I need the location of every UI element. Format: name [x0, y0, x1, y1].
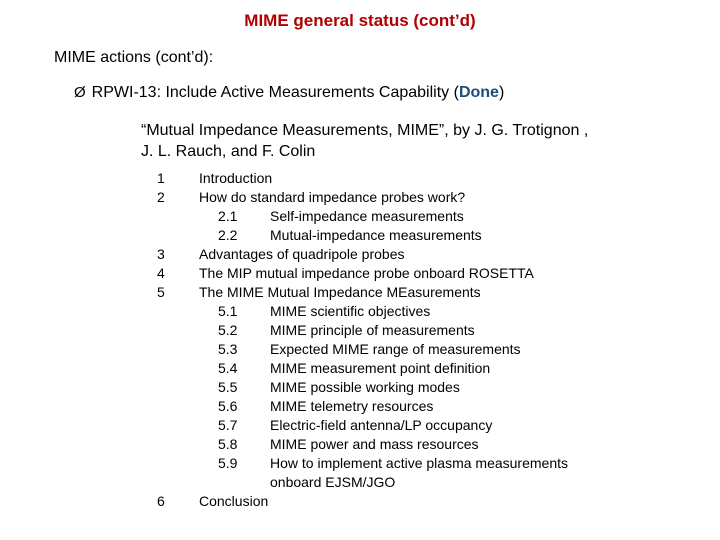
toc-subnumber: 5.1 — [218, 303, 238, 319]
document-title-line-1: “Mutual Impedance Measurements, MIME”, by J. G. Trotignon , — [141, 122, 589, 139]
toc-subitem-title: Mutual-impedance measurements — [270, 227, 482, 243]
toc-subnumber: 5.5 — [218, 379, 238, 395]
toc-number: 4 — [157, 265, 165, 281]
toc-subnumber: 2.1 — [218, 208, 238, 224]
toc-number: 6 — [157, 493, 165, 509]
toc-item-title: Introduction — [199, 170, 273, 186]
arrow-bullet-icon: Ø — [74, 84, 86, 101]
toc-number: 3 — [157, 246, 165, 262]
toc-subitem-title-continued: onboard EJSM/JGO — [270, 474, 396, 490]
toc-subnumber: 5.9 — [218, 455, 238, 471]
document-title — [141, 120, 588, 162]
toc-item-title: The MIP mutual impedance probe onboard ROSETTA — [199, 265, 534, 281]
toc-subitem-title: MIME principle of measurements — [270, 322, 475, 338]
toc-subnumber: 5.6 — [218, 398, 238, 414]
toc-item-title: The MIME Mutual Impedance MEasurements — [199, 284, 481, 300]
toc-subnumber: 2.2 — [218, 227, 238, 243]
toc-subnumber: 5.8 — [218, 436, 238, 452]
toc-subitem-title: MIME possible working modes — [270, 379, 460, 395]
toc-subitem-title: MIME scientific objectives — [270, 303, 431, 319]
action-text: RPWI-13: Include Active Measurements Capability ( — [91, 84, 459, 101]
toc-subnumber: 5.3 — [218, 341, 238, 357]
toc-subitem-title: Self-impedance measurements — [270, 208, 464, 224]
toc-subnumber: 5.2 — [218, 322, 238, 338]
toc-subnumber: 5.7 — [218, 417, 238, 433]
toc-number: 5 — [157, 284, 165, 300]
toc-subitem-title: Expected MIME range of measurements — [270, 341, 521, 357]
toc-item-title: Advantages of quadripole probes — [199, 246, 405, 262]
status-done: Done — [458, 84, 499, 101]
section-heading: MIME actions (cont’d): — [54, 49, 214, 66]
toc-subitem-title: MIME measurement point definition — [270, 360, 491, 376]
document-title-line-2: J. L. Rauch, and F. Colin — [141, 143, 316, 160]
toc-subitem-title: MIME power and mass resources — [270, 436, 479, 452]
action-bullet — [74, 84, 504, 102]
toc-number: 1 — [157, 170, 165, 186]
action-text-end: ) — [498, 84, 505, 101]
toc-subitem-title: Electric-field antenna/LP occupancy — [270, 417, 493, 433]
toc-subitem-title: MIME telemetry resources — [270, 398, 434, 414]
toc-subnumber: 5.4 — [218, 360, 238, 376]
slide-title: MIME general status (cont’d) — [244, 11, 476, 30]
toc-item-title: How do standard impedance probes work? — [199, 189, 466, 205]
toc-number: 2 — [157, 189, 165, 205]
toc-item-title: Conclusion — [199, 493, 269, 509]
toc-subitem-title: How to implement active plasma measurements — [270, 455, 569, 471]
